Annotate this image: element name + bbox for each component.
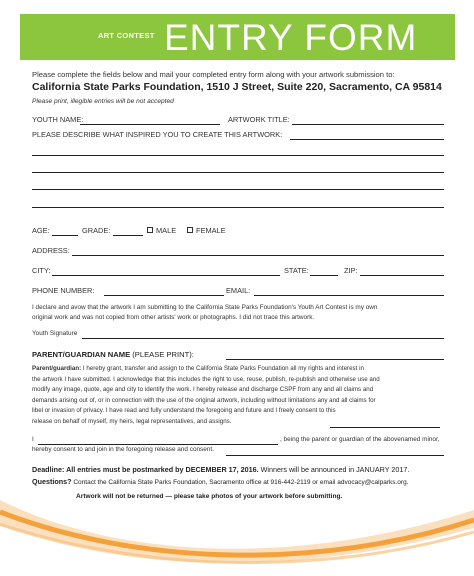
age-field[interactable] bbox=[52, 235, 78, 236]
guardian-name-heading bbox=[32, 351, 194, 359]
artwork-title-field[interactable] bbox=[292, 124, 444, 125]
guardian-line-5: libel or invasion of privacy. I have read and fully understand the foregoing and future and I freely consent to this bbox=[32, 407, 336, 414]
describe-field-line[interactable] bbox=[32, 155, 444, 156]
intro-instructions: Please complete the fields below and mail your completed entry form along with your artwork submission to: bbox=[32, 70, 395, 79]
header-big-title: ENTRY FORM bbox=[164, 17, 418, 58]
female-label: FEMALE bbox=[196, 226, 226, 235]
header-small-title: ART CONTEST bbox=[98, 31, 155, 40]
guardian-release-text bbox=[32, 364, 452, 427]
zip-field[interactable] bbox=[360, 275, 444, 276]
city-field[interactable] bbox=[52, 275, 280, 276]
age-label: AGE: bbox=[32, 226, 50, 235]
deadline-bold: Deadline: All entries must be postmarked by DECEMBER 17, 2016. bbox=[32, 465, 259, 474]
guardian-signature-field[interactable] bbox=[226, 455, 444, 456]
describe-field-line[interactable] bbox=[32, 207, 444, 208]
declaration-line-1: I declare and avow that the artwork I am submitting to the California State Parks Foundation's Youth Art Contest is my own bbox=[32, 304, 378, 311]
questions-bold: Questions? bbox=[32, 477, 72, 486]
state-label: STATE: bbox=[284, 266, 309, 275]
guardian-name-heading-rest: (PLEASE PRINT): bbox=[130, 350, 194, 359]
youth-name-label: YOUTH NAME: bbox=[32, 115, 84, 124]
zip-label: ZIP: bbox=[344, 266, 358, 275]
describe-field-line[interactable] bbox=[32, 189, 444, 190]
youth-signature-label: Youth Signature bbox=[32, 330, 78, 337]
email-label: EMAIL: bbox=[226, 286, 251, 295]
guardian-lead: Parent/guardian: bbox=[32, 365, 82, 372]
describe-field-line[interactable] bbox=[32, 172, 444, 173]
guardian-print-name-field[interactable] bbox=[38, 444, 278, 445]
describe-field-line[interactable] bbox=[290, 139, 444, 140]
guardian-name-heading-bold: PARENT/GUARDIAN NAME bbox=[32, 350, 131, 359]
guardian-line-2: the artwork I have submitted. I acknowledge that this includes the right to use, reuse, publish, re-publish and otherwise use and bbox=[32, 375, 380, 383]
guardian-line-4: demands arising out of, or in connection with the use of the original artwork, including without limitations any and all claims for bbox=[32, 396, 376, 404]
female-checkbox[interactable] bbox=[187, 227, 193, 233]
guardian-name-field[interactable] bbox=[226, 359, 444, 360]
male-checkbox[interactable] bbox=[147, 227, 153, 233]
phone-field[interactable] bbox=[104, 295, 224, 296]
email-field[interactable] bbox=[254, 295, 444, 296]
state-field[interactable] bbox=[310, 275, 338, 276]
guardian-line-8: hereby consent to and join in the foregoing release and consent. bbox=[32, 446, 214, 453]
describe-label: PLEASE DESCRIBE WHAT INSPIRED YOU TO CREATE THIS ARTWORK: bbox=[32, 130, 283, 139]
phone-label: PHONE NUMBER: bbox=[32, 286, 95, 295]
artwork-not-returned-note: Artwork will not be returned — please take photos of your artwork before submitting. bbox=[76, 493, 343, 500]
questions-rest: Contact the California State Parks Foundation, Sacramento office at 916-442-2119 or email advocacy@calparks.org. bbox=[71, 479, 409, 486]
guardian-line-1: I hereby grant, transfer and assign to the California State Parks Foundation all my rights and interest in bbox=[81, 365, 364, 372]
artwork-title-label: ARTWORK TITLE: bbox=[228, 115, 290, 124]
guardian-line-7: , being the parent or guardian of the abovenamed minor, bbox=[280, 436, 440, 443]
header-banner bbox=[20, 14, 455, 60]
female-option[interactable] bbox=[186, 227, 226, 234]
guardian-line-6: release on behalf of myself, my heirs, legal representatives, and assigns. bbox=[32, 417, 232, 425]
youth-signature-field[interactable] bbox=[82, 338, 444, 339]
city-label: CITY: bbox=[32, 266, 51, 275]
address-field[interactable] bbox=[72, 255, 444, 256]
grade-field[interactable] bbox=[113, 235, 143, 236]
youth-name-field[interactable] bbox=[80, 124, 220, 125]
male-option[interactable] bbox=[146, 227, 176, 234]
guardian-line-3: modify any image, quote, age and city to identify the work. I hereby release and discharge CSPF from any and all claims and bbox=[32, 386, 374, 393]
address-label: ADDRESS: bbox=[32, 246, 70, 255]
decorative-swoosh bbox=[0, 470, 474, 576]
mail-address: California State Parks Foundation, 1510 J Street, Suite 220, Sacramento, CA 95814 bbox=[32, 81, 442, 93]
male-label: MALE bbox=[156, 226, 177, 235]
grade-label: GRADE: bbox=[82, 226, 111, 235]
declaration-line-2: original work and was not copied from other artists' work or photographs. I did not trace this artwork. bbox=[32, 314, 315, 321]
illegible-note: Please print, illegible entries will be not accepted bbox=[32, 98, 174, 105]
deadline-rest: Winners will be announced in JANUARY 2017. bbox=[258, 465, 410, 474]
guardian-i-label: I bbox=[32, 436, 34, 443]
guardian-consent-field[interactable] bbox=[330, 427, 440, 428]
